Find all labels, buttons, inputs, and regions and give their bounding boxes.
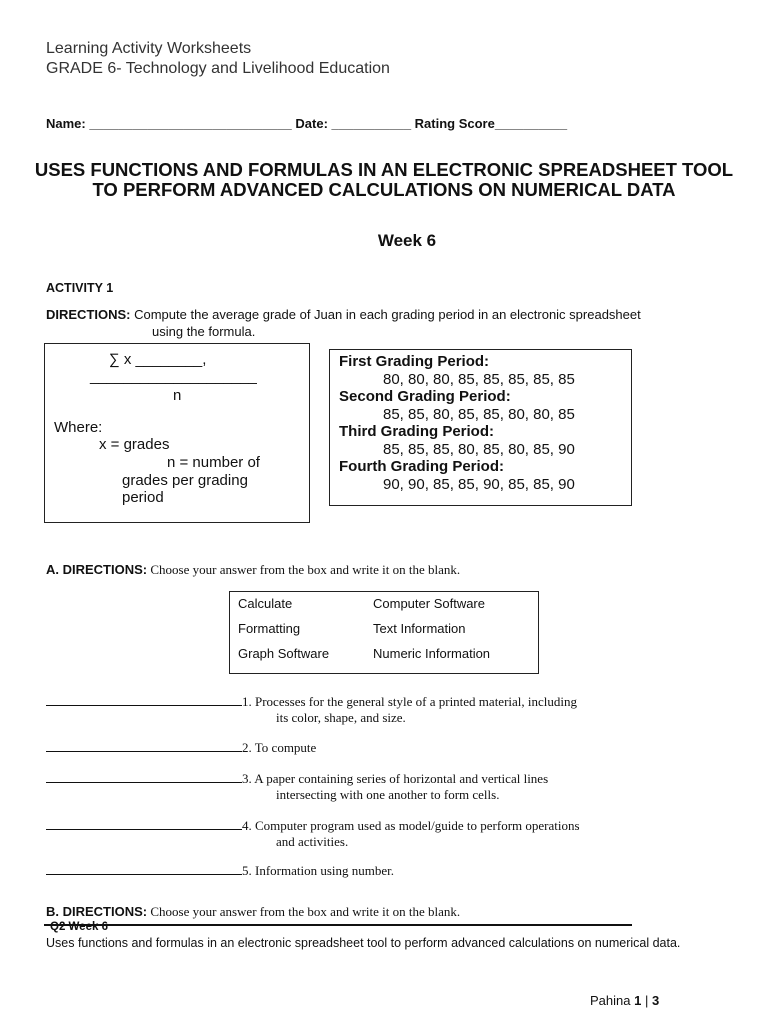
worksheet-header-line1: Learning Activity Worksheets: [46, 40, 252, 57]
formula-n-definition-end: period: [122, 489, 164, 506]
question-text-cont: intersecting with one another to form cells.: [276, 787, 500, 802]
question-text: 3. A paper containing series of horizontal and vertical lines: [242, 771, 549, 786]
week-label: Week 6: [377, 231, 437, 250]
formula-box: [44, 343, 310, 523]
page-prefix: Pahina: [590, 993, 635, 1008]
answer-blank[interactable]: [46, 770, 242, 783]
choice-item: Calculate: [238, 596, 293, 611]
page-current: 1: [634, 993, 642, 1008]
question-item: [46, 693, 726, 726]
section-b-label: B. DIRECTIONS:: [46, 904, 148, 919]
section-b-text: Choose your answer from the box and write it on the blank.: [147, 904, 461, 919]
period-label: Third Grading Period:: [339, 423, 495, 440]
formula-numerator: ∑ x ________,: [109, 351, 207, 368]
formula-n-definition-cont: grades per grading: [122, 472, 248, 489]
footer-divider: [44, 924, 632, 926]
section-a-label: A. DIRECTIONS:: [46, 562, 148, 577]
directions-text: Compute the average grade of Juan in each grading period in an electronic spreadsheet: [130, 307, 641, 322]
question-text-cont: its color, shape, and size.: [276, 710, 406, 725]
question-text: 5. Information using number.: [242, 863, 395, 878]
period-grades: 85, 85, 80, 85, 85, 80, 80, 85: [383, 405, 575, 423]
period-label: Second Grading Period:: [339, 388, 511, 405]
choice-item: Text Information: [373, 621, 466, 636]
section-b-directions: [46, 904, 460, 920]
answer-choices-box: [229, 591, 539, 674]
question-item: [46, 862, 726, 879]
period-grades: 90, 90, 85, 85, 90, 85, 85, 90: [383, 475, 575, 493]
formula-fraction-bar: ____________________: [90, 368, 257, 385]
formula-denominator: n: [173, 387, 182, 404]
period-grades: 85, 85, 85, 80, 85, 80, 85, 90: [383, 440, 575, 458]
section-a-directions: [46, 562, 460, 578]
answer-blank[interactable]: [46, 817, 242, 830]
choice-item: Formatting: [238, 621, 301, 636]
period-label: First Grading Period:: [339, 353, 490, 370]
period-label: Fourth Grading Period:: [339, 458, 504, 475]
worksheet-header-line2: GRADE 6- Technology and Livelihood Education: [46, 60, 390, 77]
question-text: 4. Computer program used as model/guide to perform operations: [242, 818, 580, 833]
question-text: 1. Processes for the general style of a printed material, including: [242, 694, 578, 709]
question-text-cont: and activities.: [276, 834, 349, 849]
choice-item: Graph Software: [238, 646, 330, 661]
formula-x-definition: x = grades: [99, 436, 170, 453]
grading-periods-box: [329, 349, 632, 506]
answer-blank[interactable]: [46, 693, 242, 706]
name-date-score-line: Name: ____________________________ Date: ___________ Rating Score__________: [46, 116, 568, 131]
question-item: [46, 739, 726, 756]
question-item: [46, 770, 726, 803]
footer-week: Q2 Week 6: [50, 921, 108, 933]
choice-item: Numeric Information: [373, 646, 491, 661]
answer-blank[interactable]: [46, 739, 242, 752]
directions-label: DIRECTIONS:: [46, 307, 131, 322]
formula-where: Where:: [54, 419, 103, 436]
worksheet-title: USES FUNCTIONS AND FORMULAS IN AN ELECTRONIC SPREADSHEET TOOL TO PERFORM ADVANCED CALCULATIONS ON NUMERICAL DATA: [34, 159, 734, 200]
formula-n-definition: n = number of: [167, 454, 260, 471]
question-item: [46, 817, 726, 850]
footer-description: Uses functions and formulas in an electronic spreadsheet tool to perform advanced calculations on numerical data.: [46, 936, 681, 950]
answer-blank[interactable]: [46, 862, 242, 875]
question-text: 2. To compute: [242, 740, 317, 755]
directions-text-cont: using the formula.: [152, 324, 256, 339]
page-separator: |: [641, 993, 652, 1008]
page-total: 3: [651, 993, 660, 1008]
activity-directions: [46, 306, 641, 340]
section-a-text: Choose your answer from the box and write it on the blank.: [147, 562, 461, 577]
choice-item: Computer Software: [373, 596, 485, 611]
page-number: [590, 993, 659, 1008]
activity-heading: ACTIVITY 1: [46, 281, 114, 295]
period-grades: 80, 80, 80, 85, 85, 85, 85, 85: [383, 370, 575, 388]
